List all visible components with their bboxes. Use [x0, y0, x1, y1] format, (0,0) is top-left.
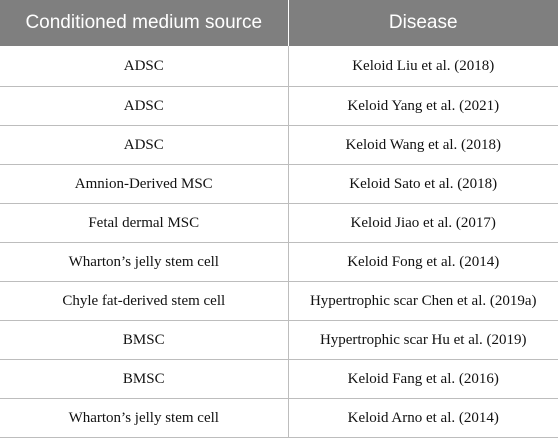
column-header-source: Conditioned medium source — [0, 0, 288, 46]
source-cell: Wharton’s jelly stem cell — [0, 243, 288, 282]
disease-cell: Keloid Fang et al. (2016) — [288, 360, 558, 399]
disease-cell: Keloid Fong et al. (2014) — [288, 243, 558, 282]
disease-cell: Keloid Arno et al. (2014) — [288, 399, 558, 438]
source-cell: BMSC — [0, 360, 288, 399]
table-row — [0, 87, 558, 126]
disease-cell: Keloid Yang et al. (2021) — [288, 87, 558, 126]
table-row — [0, 282, 558, 321]
source-cell: Chyle fat-derived stem cell — [0, 282, 288, 321]
source-cell: ADSC — [0, 126, 288, 165]
disease-cell: Keloid Wang et al. (2018) — [288, 126, 558, 165]
table-row — [0, 204, 558, 243]
table-row — [0, 243, 558, 282]
source-cell: BMSC — [0, 321, 288, 360]
table-row — [0, 360, 558, 399]
source-cell: ADSC — [0, 46, 288, 87]
disease-cell: Hypertrophic scar Chen et al. (2019a) — [288, 282, 558, 321]
disease-cell: Hypertrophic scar Hu et al. (2019) — [288, 321, 558, 360]
disease-cell: Keloid Jiao et al. (2017) — [288, 204, 558, 243]
disease-cell: Keloid Sato et al. (2018) — [288, 165, 558, 204]
source-cell: Amnion-Derived MSC — [0, 165, 288, 204]
table-row — [0, 46, 558, 87]
disease-cell: Keloid Liu et al. (2018) — [288, 46, 558, 87]
column-header-disease: Disease — [288, 0, 558, 46]
table-row — [0, 165, 558, 204]
source-cell: Wharton’s jelly stem cell — [0, 399, 288, 438]
table-row — [0, 321, 558, 360]
source-cell: Fetal dermal MSC — [0, 204, 288, 243]
source-cell: ADSC — [0, 87, 288, 126]
table-row — [0, 126, 558, 165]
header-row — [0, 0, 558, 46]
table-row — [0, 399, 558, 438]
